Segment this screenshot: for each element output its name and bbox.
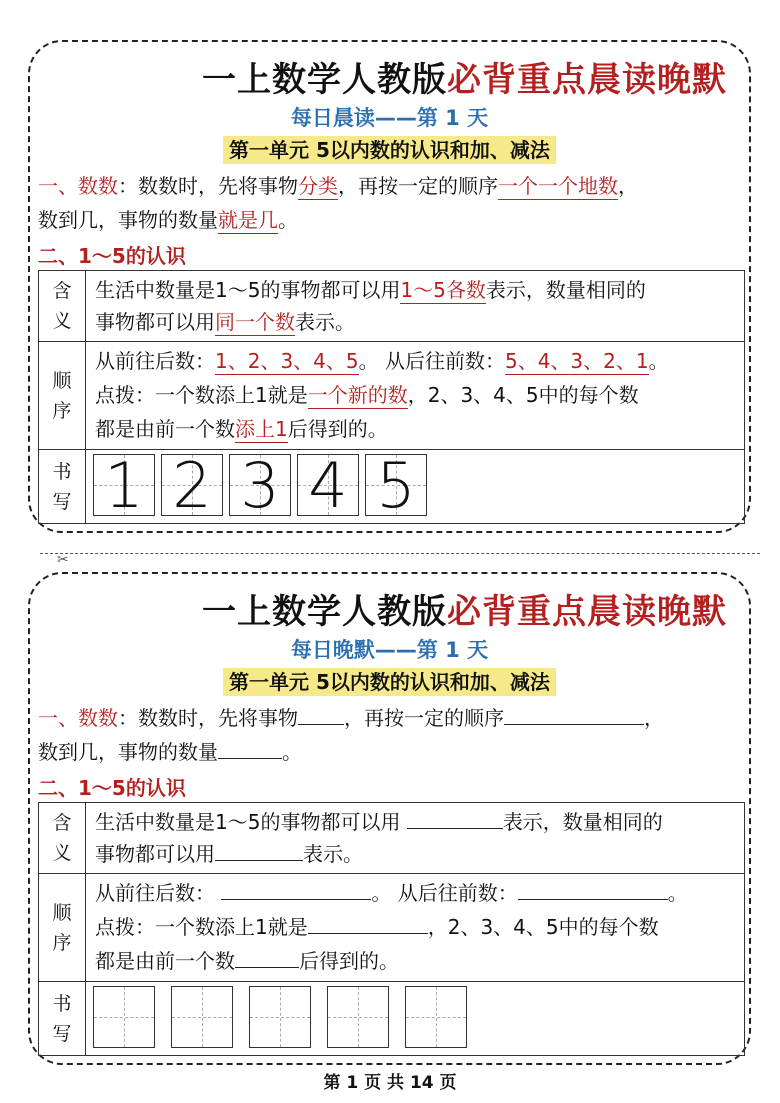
morning-reading-card — [28, 40, 751, 533]
fill-blank[interactable] — [215, 840, 303, 861]
writing-box: 1 — [93, 454, 155, 516]
writing-box: 4 — [297, 454, 359, 516]
section-counting-line2: 数到几，事物的数量 。 — [38, 740, 302, 764]
fill-blank[interactable] — [504, 704, 644, 725]
fill-blank[interactable] — [298, 704, 344, 725]
fill-blank[interactable] — [221, 879, 371, 900]
row-header-order: 顺 序 — [39, 874, 86, 982]
writing-box: 2 — [161, 454, 223, 516]
page-title: 一上数学人教版必背重点晨读晚默 — [202, 592, 727, 632]
unit-heading: 第一单元 5以内数的认识和加、减法 — [30, 666, 749, 695]
row-header-writing: 书 写 — [39, 450, 86, 524]
section-counting-line2: 数到几，事物的数量就是几。 — [38, 208, 298, 232]
writing-box[interactable] — [327, 986, 389, 1048]
writing-box: 5 — [365, 454, 427, 516]
page-footer: 第 1 页 共 14 页 — [323, 1073, 457, 1093]
section-counting-line1: 一、数数：数数时，先将事物 ，再按一定的顺序 ， — [38, 706, 664, 730]
table-row-order: 顺 序 从前往后数： 。 从后往前数： 。 点拨：一个数添上1就是 ，2、3、4、5中的每个数 都是由前一个数 后得到的。 — [39, 873, 744, 982]
unit-heading: 第一单元 5以内数的认识和加、减法 — [30, 134, 749, 163]
section-counting-line1: 一、数数：数数时，先将事物分类，再按一定的顺序一个一个地数， — [38, 174, 638, 198]
table-row-meaning: 含 义 生活中数量是1～5的事物都可以用 表示，数量相同的 事物都可以用 表示。 — [39, 803, 744, 873]
evening-subtitle: 每日晚默——第 1 天 — [290, 638, 489, 662]
writing-box[interactable] — [93, 986, 155, 1048]
page-title: 一上数学人教版必背重点晨读晚默 — [202, 60, 727, 100]
table-row-meaning: 含 义 生活中数量是1～5的事物都可以用1～5各数表示，数量相同的 事物都可以用同一个数表示。 — [39, 271, 744, 341]
writing-box[interactable] — [405, 986, 467, 1048]
row-header-writing: 书 写 — [39, 982, 86, 1056]
fill-blank[interactable] — [235, 947, 299, 968]
table-row-order: 顺 序 从前往后数：1、2、3、4、5。 从后往前数：5、4、3、2、1。 点拨：一个数添上1就是一个新的数，2、3、4、5中的每个数 都是由前一个数添上1后得到的。 — [39, 341, 744, 450]
fill-blank[interactable] — [218, 738, 282, 759]
evening-recall-card — [28, 572, 751, 1065]
section-1-5-heading: 二、1～5的认识 — [38, 244, 186, 268]
table-row-writing — [39, 981, 744, 1056]
cut-line — [40, 553, 760, 554]
fill-blank[interactable] — [308, 913, 428, 934]
writing-box: 3 — [229, 454, 291, 516]
writing-box[interactable] — [171, 986, 233, 1048]
row-header-meaning: 含 义 — [39, 271, 86, 341]
section-1-5-heading: 二、1～5的认识 — [38, 776, 186, 800]
morning-subtitle: 每日晨读——第 1 天 — [290, 106, 489, 130]
knowledge-table — [38, 802, 745, 1056]
writing-box[interactable] — [249, 986, 311, 1048]
fill-blank[interactable] — [407, 808, 503, 829]
knowledge-table — [38, 270, 745, 524]
scissors-icon: ✂ — [57, 552, 69, 568]
row-header-meaning: 含 义 — [39, 803, 86, 873]
row-header-order: 顺 序 — [39, 342, 86, 450]
table-row-writing — [39, 449, 744, 524]
fill-blank[interactable] — [518, 879, 668, 900]
